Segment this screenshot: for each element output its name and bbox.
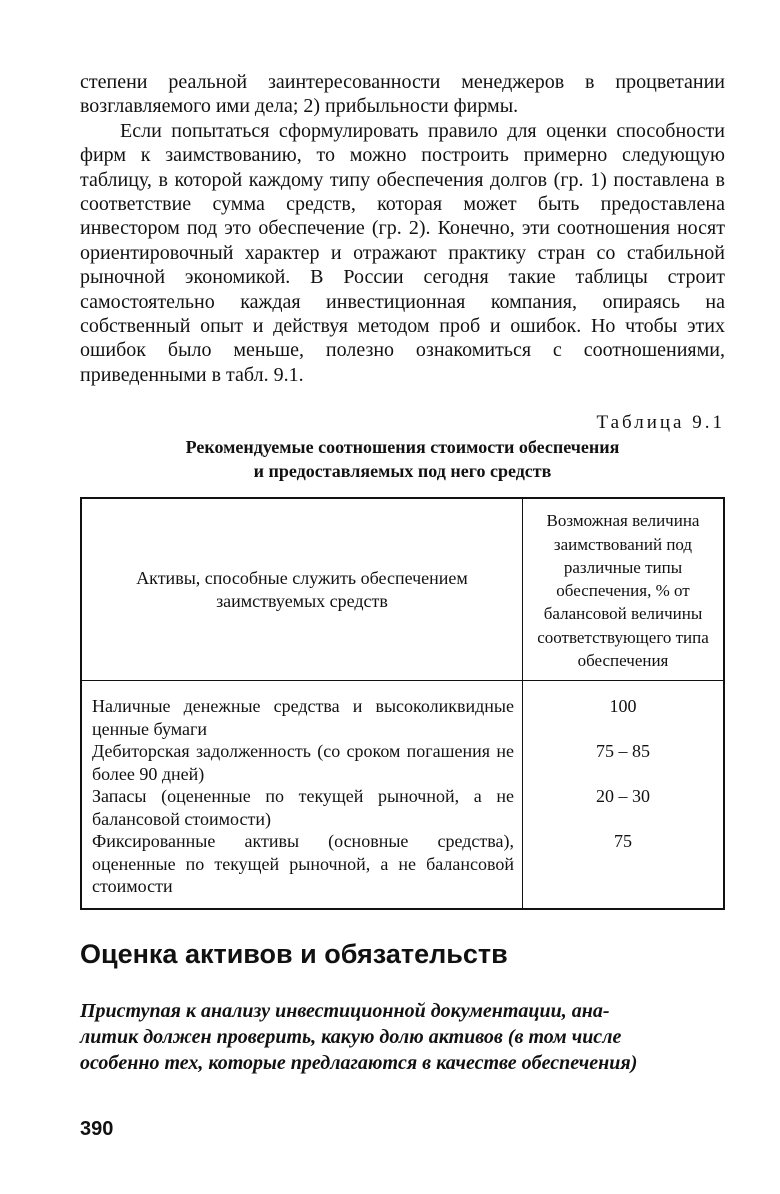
value-row-1: 100 (609, 696, 637, 717)
paragraph-1: степени реальной заинтересованности менеджеров в процветании возглавляемого ими дела; 2) прибыльности фирмы. (80, 71, 725, 118)
table-title-line-1: Рекомендуемые соотношения стоимости обеспечения (185, 437, 620, 458)
table-title-line-2: и предоставляемых под него средств (253, 461, 552, 482)
table-header-row (81, 498, 724, 681)
lead-line-2: литик должен проверить, какую долю активов (в том числе (80, 1025, 622, 1048)
paragraph-2: Если попытаться сформулировать правило для оценки способности фирм к заимствованию, то можно построить примерно следующую таблицу, в которой каждому типу обеспечения долгов (гр. 1) поставлена в соответствие сумма средств, которая может быть предоставлена инвестором под это обеспечение (гр. 2). Конечно, эти соотношения носят ориентировочный характер и отражают практику стран со стабильной рыночной экономикой. В России сегодня такие таблицы строит самостоятельно каждая инвестиционная компания, опираясь на собственный опыт и действуя методом проб и ошибок. Но чтобы этих ошибок было меньше, полезно ознакомиться с соотношениями, приведенными в табл. 9.1. (80, 119, 725, 386)
asset-row-3: Запасы (оцененные по текущей рыночной, а не балансовой стоимости) (92, 786, 514, 829)
table-title (80, 435, 725, 483)
table-body-row (81, 681, 724, 909)
page-number: 390 (80, 1118, 114, 1140)
asset-row-4: Фиксированные активы (основные средства), оцененные по текущей рыночной, а не балансовой стоимости (92, 831, 514, 897)
header-borrowing: Возможная величина заимствований под различные типы обеспечения, % от балансовой величины соответствующего типа обеспечения (523, 498, 725, 681)
value-row-3: 20 – 30 (596, 786, 650, 807)
asset-row-1: Наличные денежные средства и высоколиквидные ценные бумаги (92, 696, 514, 739)
assets-column (81, 681, 523, 909)
page-content (80, 70, 725, 1076)
lead-line-1: Приступая к анализу инвестиционной документации, ана- (80, 999, 610, 1022)
value-row-2: 75 – 85 (596, 741, 650, 762)
section-lead (80, 998, 725, 1076)
section-heading: Оценка активов и обязательств (80, 938, 508, 969)
header-assets: Активы, способные служить обеспечением заимствуемых средств (81, 498, 523, 681)
data-table (80, 497, 725, 910)
value-row-4: 75 (614, 831, 632, 852)
values-column (523, 681, 725, 909)
table-label: Таблица 9.1 (596, 412, 725, 434)
asset-row-2: Дебиторская задолженность (со сроком погашения не более 90 дней) (92, 741, 514, 784)
lead-line-3: особенно тех, которые предлагаются в качестве обеспечения) (80, 1051, 638, 1074)
